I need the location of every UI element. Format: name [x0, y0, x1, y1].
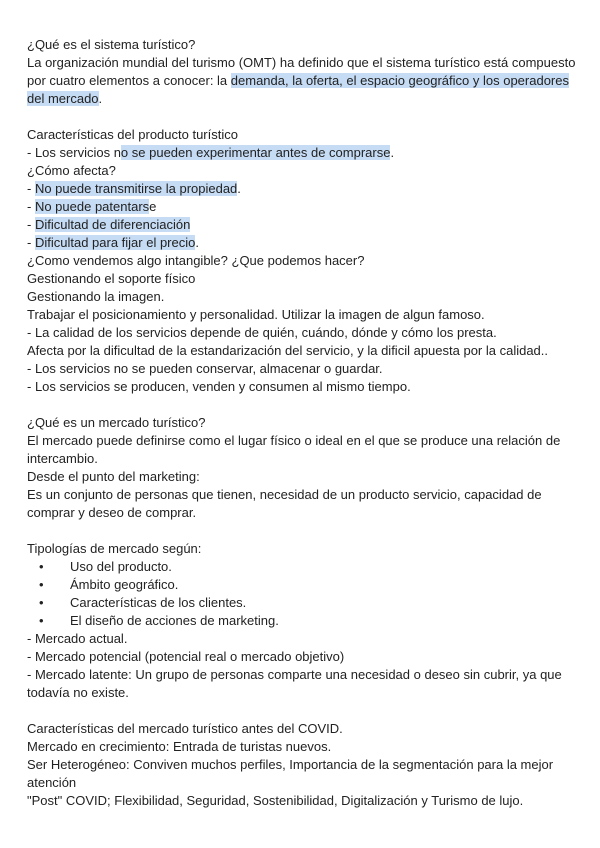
line-precio — [27, 234, 580, 252]
line-soporte: Gestionando el soporte físico — [27, 271, 196, 286]
line-marketing: Desde el punto del marketing: — [27, 469, 200, 484]
list-item-text: Ámbito geográfico. — [70, 577, 179, 592]
line-mercado-potencial: - Mercado potencial (potencial real o mercado objetivo) — [27, 649, 345, 664]
line-posicionamiento: Trabajar el posicionamiento y personalidad. Utilizar la imagen de algun famoso. — [27, 307, 485, 322]
line-post-covid: "Post" COVID; Flexibilidad, Seguridad, Sostenibilidad, Digitalización y Turismo de lujo. — [27, 793, 524, 808]
line-diferenciacion — [27, 216, 580, 234]
bullet-icon: • — [39, 595, 44, 610]
text: - — [27, 235, 35, 250]
paragraph-mercado-latente: - Mercado latente: Un grupo de personas comparte una necesidad o deseo sin cubrir, ya que todavía no existe. — [27, 667, 562, 700]
paragraph-omt — [27, 54, 580, 108]
line-producen: - Los servicios se producen, venden y consumen al mismo tiempo. — [27, 379, 411, 394]
highlight: demanda, la oferta, el espacio geográfico y los operadores del mercado — [27, 73, 569, 106]
text: e — [149, 199, 157, 214]
line-estandarizacion: Afecta por la dificultad de la estandarización del servicio, y la dificil apuesta por la calidad.. — [27, 343, 549, 358]
list-item — [27, 594, 580, 612]
text: - — [27, 217, 35, 232]
line-conservar: - Los servicios no se pueden conservar, almacenar o guardar. — [27, 361, 383, 376]
paragraph-conjunto: Es un conjunto de personas que tienen, necesidad de un producto servicio, capacidad de comprar y deseo de comprar. — [27, 487, 542, 520]
line-mercado-actual: - Mercado actual. — [27, 631, 128, 646]
line-calidad: - La calidad de los servicios depende de quién, cuándo, dónde y cómo los presta. — [27, 325, 497, 340]
heading-intangible: ¿Como vendemos algo intangible? ¿Que podemos hacer? — [27, 253, 365, 268]
text: - — [27, 181, 35, 196]
line-propiedad — [27, 180, 580, 198]
list-item-text: Características de los clientes. — [70, 595, 247, 610]
highlight: Dificultad para fijar el precio — [34, 235, 196, 250]
line-servicios — [27, 144, 580, 162]
line-imagen: Gestionando la imagen. — [27, 289, 165, 304]
highlight: No puede transmitirse la propiedad — [34, 181, 238, 196]
heading-tipologias: Tipologías de mercado según: — [27, 541, 202, 556]
text: . — [390, 145, 395, 160]
heading-como-afecta: ¿Cómo afecta? — [27, 163, 116, 178]
heading-sistema: ¿Qué es el sistema turístico? — [27, 37, 196, 52]
heading-caracteristicas: Características del producto turístico — [27, 127, 238, 142]
line-crecimiento: Mercado en crecimiento: Entrada de turistas nuevos. — [27, 739, 332, 754]
list-item-text: El diseño de acciones de marketing. — [70, 613, 279, 628]
text: - — [27, 199, 35, 214]
text: . — [237, 181, 241, 196]
highlight: No puede patentars — [34, 199, 150, 214]
paragraph-heterogeneo: Ser Heterogéneo: Conviven muchos perfiles, Importancia de la segmentación para la mejor atención — [27, 757, 554, 790]
bullet-icon: • — [39, 613, 44, 628]
highlight: o se pueden experimentar antes de comprarse — [120, 145, 391, 160]
heading-covid: Características del mercado turístico antes del COVID. — [27, 721, 343, 736]
text: - Los servicios n — [27, 145, 121, 160]
list-item-text: Uso del producto. — [70, 559, 172, 574]
paragraph-mercado: El mercado puede definirse como el lugar físico o ideal en el que se produce una relación de intercambio. — [27, 433, 561, 466]
line-patentarse — [27, 198, 580, 216]
text: La organización mundial del turismo (OMT) ha definido que el sistema turístico está compuesto por cuatro elementos a conocer: la — [27, 55, 576, 88]
list-item — [27, 576, 580, 594]
text: . — [98, 91, 103, 106]
bullet-icon: • — [39, 577, 44, 592]
bullet-icon: • — [39, 559, 44, 574]
highlight: Dificultad de diferenciación — [34, 217, 191, 232]
text: . — [195, 235, 199, 250]
heading-mercado: ¿Qué es un mercado turístico? — [27, 415, 206, 430]
list-item — [27, 612, 580, 630]
list-item — [27, 558, 580, 576]
